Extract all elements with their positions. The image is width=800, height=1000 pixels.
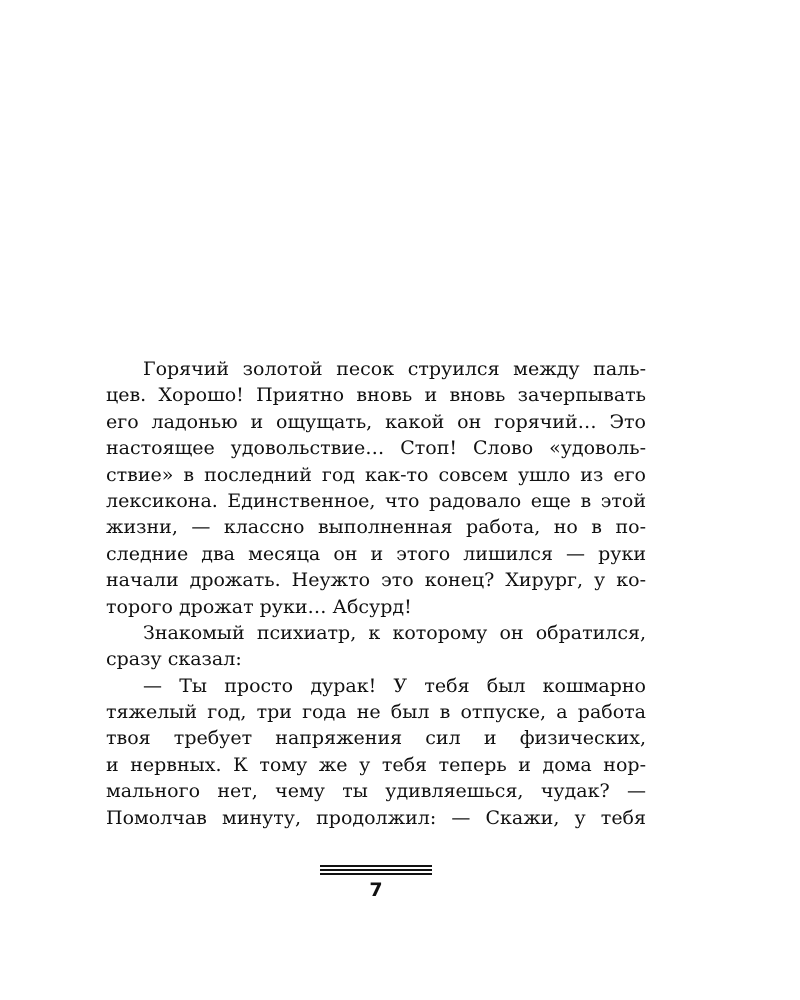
text-line: настоящее удовольствие… Стоп! Слово «удоволь- [106,437,646,460]
text-line: следние два месяца он и этого лишился — руки [106,542,646,565]
text-line: ствие» в последний год как-то совсем ушло из его [106,463,646,486]
text-line: цев. Хорошо! Приятно вновь и вновь зачерпывать [106,384,646,407]
text-line: жизни, — классно выполненная работа, но в по- [106,516,646,539]
text-line: мального нет, чему ты удивляешься, чудак? — [106,780,646,803]
text-line: сразу сказал: [106,648,242,671]
text-line: его ладонью и ощущать, какой он горячий… Это [106,410,646,433]
text-line: и нервных. К тому же у тебя теперь и дома нор- [106,753,646,776]
text-line: — Ты просто дурак! У тебя был кошмарно [143,674,646,697]
body-text [106,356,646,831]
text-line: Знакомый психиатр, к которому он обратился, [143,621,646,644]
page-number: 7 [369,879,383,901]
footer-rule [320,873,432,875]
text-line: начали дрожать. Неужто это конец? Хирург, у ко- [106,569,646,592]
text-line: тяжелый год, три года не был в отпуске, а работа [106,701,646,724]
footer-rule [320,865,432,867]
text-line: торого дрожат руки… Абсурд! [106,595,412,618]
footer-rule [320,869,432,871]
text-line: твоя требует напряжения сил и физических, [106,727,646,750]
text-line: Горячий золотой песок струился между паль- [143,358,646,380]
text-line: Помолчав минуту, продолжил: — Скажи, у тебя [106,806,646,829]
text-line: лексикона. Единственное, что радовало еще в этой [106,489,646,512]
